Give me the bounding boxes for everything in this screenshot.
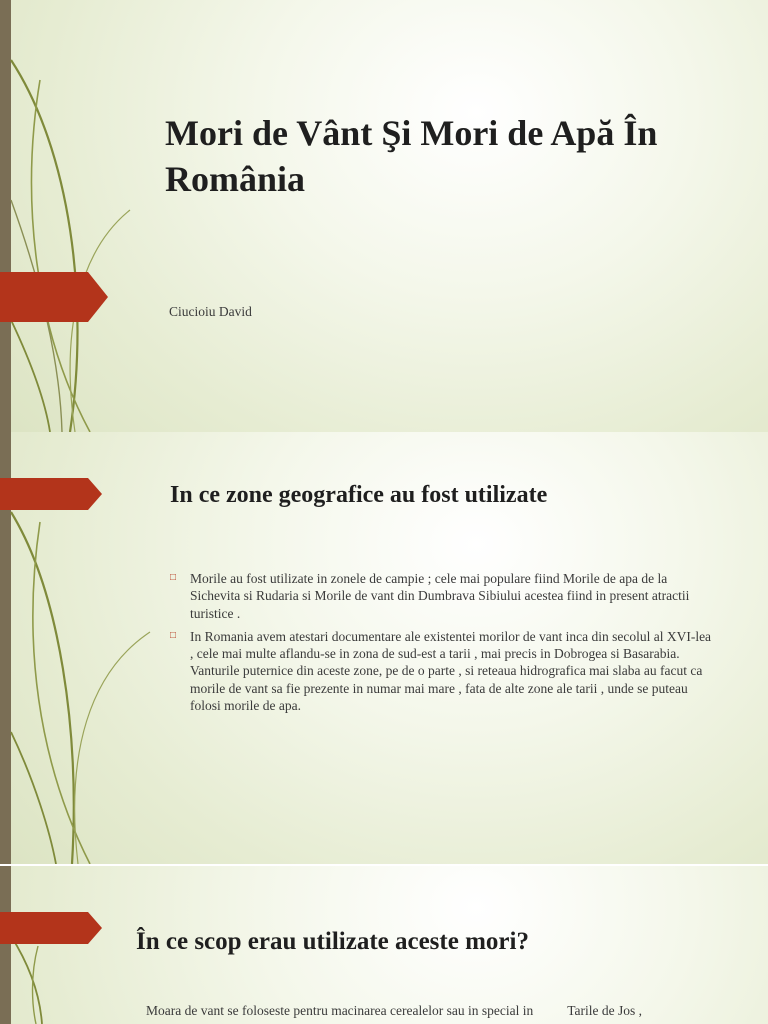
body-text-start: Moara de vant se foloseste pentru macinarea cerealelor sau in special in [146,1003,534,1018]
bullet-text: In Romania avem atestari documentare ale existentei morilor de vant inca din secolul al XVI-lea , cele mai multe aflandu-se in zona de sud-est a tarii , mai precis in Dobrogea si Basarabia. Vanturile puternice din aceste zone, pe de o parte , si reteaua hidrografica mai slaba au facut ca morile de vant sa fie prezente in numar mai mare , fata de alte zone ale tarii , unde se puteau folosi morile de apa. [190,628,712,714]
list-item [170,628,715,714]
accent-tab [0,912,104,944]
accent-tab [0,272,110,322]
hollow-square-bullet-icon: □ [170,629,177,641]
body-paragraph [146,1002,746,1019]
slide-title: In ce zone geografice au fost utilizate [170,482,548,508]
slide-title: Mori de Vânt Şi Mori de Apă În România [165,113,658,199]
body-text-end: Tarile de Jos , [567,1003,642,1018]
hollow-square-bullet-icon: □ [170,572,177,583]
decorative-curves [0,866,80,1024]
slide-3 [0,866,768,1024]
slide-1 [0,0,768,432]
bullet-list [170,570,715,720]
slide-title: În ce scop erau utilizate aceste mori? [136,928,529,955]
author-name: Ciucioiu David [169,304,252,319]
bullet-text: Morile au fost utilizate in zonele de campie ; cele mai populare fiind Morile de apa de la Sichevita si Rudaria si Morile de vant din Dumbrava Sibiului acestea fiind in present atractii turistice . [190,571,690,621]
list-item [170,570,715,622]
slide-2 [0,432,768,864]
decorative-curves [0,0,140,432]
accent-tab [0,478,104,510]
